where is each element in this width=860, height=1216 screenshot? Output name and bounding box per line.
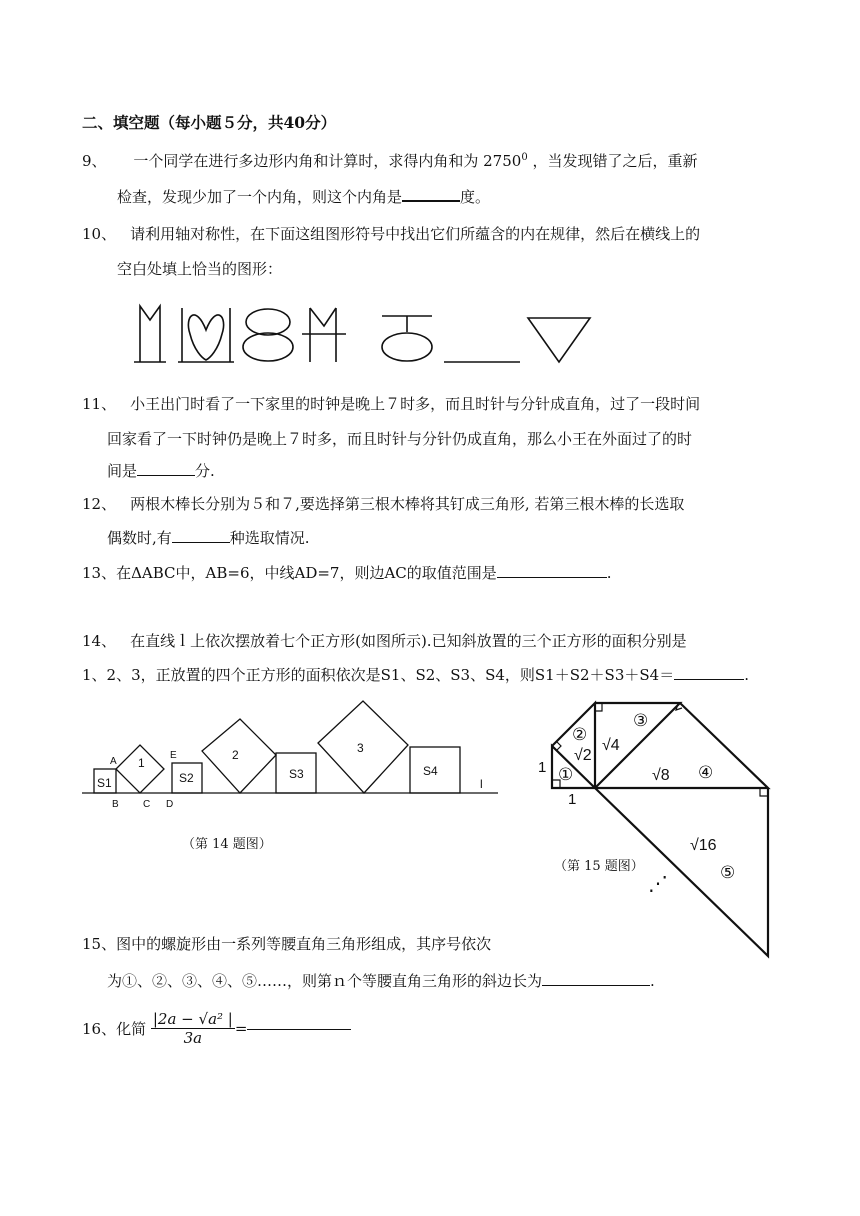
- section-heading: 二、填空题（每小题５分，共40分）: [82, 113, 337, 132]
- q15-label-c5: ⑤: [720, 863, 736, 882]
- q14-line2: 1、2、3，正放置的四个正方形的面积依次是S1、S2、S3、S4，则S1＋S2＋S3＋S4＝ .: [82, 666, 749, 684]
- q12-answer-blank[interactable]: [172, 541, 230, 543]
- q14-label-s1: S1: [97, 776, 112, 790]
- q15-label-side-h: 1: [568, 791, 577, 808]
- q16-line: 16、化简 $\frac{\text{|2a − √a² |}}{3a}$ =: [82, 1010, 351, 1047]
- q16-fraction: [151, 1010, 235, 1047]
- q14-square-2: [202, 719, 276, 793]
- q11-answer-blank[interactable]: [137, 474, 195, 476]
- q16-answer-blank[interactable]: [247, 1028, 351, 1030]
- q14-line1: 14、 在直线ｌ上依次摆放着七个正方形(如图所示).已知斜放置的三个正方形的面积分别是: [82, 632, 687, 650]
- q12-line2: 偶数时,有 种选取情况.: [107, 529, 310, 547]
- q15-line2: 为①、②、③、④、⑤……，则第ｎ个等腰直角三角形的斜边长为 .: [107, 972, 655, 990]
- q15-label-c1: ①: [558, 765, 574, 784]
- q9-number: 9、: [82, 152, 107, 170]
- q14-label-3: 3: [357, 741, 364, 755]
- q10-symbol-sequence: [120, 300, 600, 370]
- q10-symbol-4: [302, 308, 346, 362]
- q9-angle: 2750$^0$: [483, 152, 528, 170]
- q14-label-s4: S4: [423, 764, 438, 778]
- q10-symbol-3: [243, 309, 293, 361]
- q14-label-d: D: [166, 799, 174, 810]
- q14-label-c: C: [143, 799, 151, 810]
- q10-symbol-2: [178, 308, 234, 362]
- q15-line1: 15、图中的螺旋形由一系列等腰直角三角形组成，其序号依次: [82, 935, 492, 953]
- q9-answer-blank[interactable]: [402, 199, 460, 202]
- q11-line3: 间是 分.: [107, 462, 215, 480]
- q16-numerator: |2a − √a² |: [152, 1010, 233, 1028]
- q14-label-2: 2: [232, 748, 239, 762]
- q11-line1: 11、 小王出门时看了一下家里的时钟是晚上７时多，而且时针与分针成直角，过了一段时间: [82, 395, 701, 413]
- q14-label-line: l: [480, 777, 483, 791]
- q16-denominator: 3a: [183, 1029, 203, 1047]
- q15-label-c3: ③: [633, 711, 649, 730]
- q15-caption: （第 15 题图）: [554, 859, 644, 874]
- q13-line: 13、在ΔABC中，AB=6，中线AD=7，则边AC的取值范围是 .: [82, 564, 612, 582]
- q14-label-b: B: [112, 799, 119, 810]
- q15-label-c2: ②: [572, 725, 588, 744]
- q10-line2: 空白处填上恰当的图形：: [117, 260, 283, 278]
- q10-line1: 10、 请利用轴对称性，在下面这组图形符号中找出它们所蕴含的内在规律，然后在横线上的: [82, 225, 701, 243]
- q15-label-r2: √2: [574, 747, 592, 764]
- q9-line2: 检查，发现少加了一个内角，则这个内角是 度。: [117, 188, 491, 206]
- q14-label-a: A: [110, 756, 117, 767]
- q15-label-dots: ⋰: [648, 873, 668, 895]
- q15-label-r8: √8: [652, 767, 670, 784]
- q14-figure: [80, 715, 500, 825]
- q10-symbol-1: [134, 306, 166, 362]
- q13-answer-blank[interactable]: [497, 576, 607, 578]
- q14-label-s3: S3: [289, 767, 304, 781]
- q12-line1: 12、 两根木棒长分别为５和７,要选择第三根木棒将其钉成三角形, 若第三根木棒的长选取: [82, 495, 685, 513]
- q11-line2: 回家看了一下时钟仍是晚上７时多，而且时针与分针仍成直角，那么小王在外面过了的时: [107, 430, 693, 448]
- q15-figure: [530, 700, 780, 960]
- q14-label-1: 1: [138, 756, 145, 770]
- q15-label-r16: √16: [690, 837, 717, 854]
- q15-label-side-v: 1: [538, 759, 547, 776]
- q15-answer-blank[interactable]: [542, 984, 650, 986]
- q15-label-r4: √4: [602, 737, 620, 754]
- q15-triangle-4: [595, 703, 768, 788]
- q14-label-s2: S2: [179, 771, 194, 785]
- q10-symbol-5: [382, 316, 432, 361]
- q14-caption: （第 14 题图）: [182, 837, 272, 852]
- q14-label-e: E: [170, 750, 177, 761]
- q10-symbol-7: [528, 318, 590, 362]
- q14-answer-blank[interactable]: [674, 678, 744, 680]
- q15-label-c4: ④: [698, 763, 714, 782]
- q9-line1: 9、 一个同学在进行多边形内角和计算时，求得内角和为 2750$^0$ ，当发现错了之后，重新: [82, 152, 698, 170]
